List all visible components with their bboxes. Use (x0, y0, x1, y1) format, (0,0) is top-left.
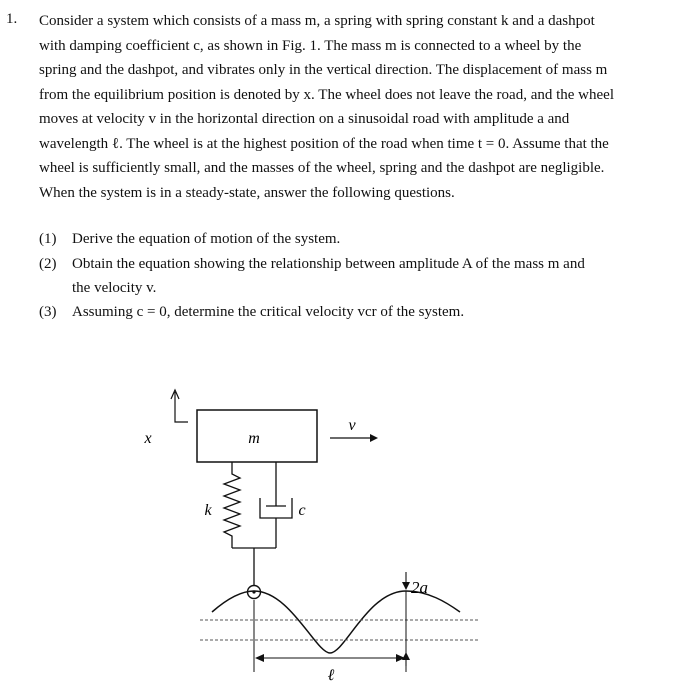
question-label: (1) (39, 231, 57, 247)
statement-line: wheel is sufficiently small, and the masses of the wheel, spring and the dashpot are negligible. (39, 160, 605, 176)
statement-line: wavelength ℓ. The wheel is at the highest position of the road when time t = 0. Assume that the (39, 135, 609, 152)
statement-line: spring and the dashpot, and vibrates only in the vertical direction. The displacement of mass m (39, 62, 608, 78)
question-3 (39, 300, 464, 324)
question-line: the velocity v. (72, 280, 157, 296)
question-2 (39, 252, 656, 300)
spring (224, 462, 240, 548)
displacement-label: x (144, 430, 152, 447)
statement-line: from the equilibrium position is denoted by x. The wheel does not leave the road, and the wheel (39, 86, 614, 103)
question-text: Assuming c = 0, determine the critical velocity vcr of the system. (72, 304, 465, 320)
mass-block (197, 410, 317, 462)
question-1 (39, 227, 340, 251)
spring-label: k (204, 502, 212, 519)
mass-label: m (248, 430, 260, 447)
question-text (72, 252, 656, 300)
wheel (248, 586, 261, 599)
statement-line: Consider a system which consists of a mass m, a spring with spring constant k and a dashpot (39, 13, 595, 29)
velocity-label: v (348, 417, 356, 434)
question-label: (2) (39, 256, 57, 272)
sinusoidal-road (212, 591, 460, 653)
dashpot (260, 462, 292, 548)
damper-label: c (298, 502, 306, 519)
question-text: Derive the equation of motion of the system. (72, 231, 341, 247)
displacement-arrow (175, 392, 188, 422)
amplitude-label: 2a (411, 578, 428, 597)
statement-line: moves at velocity v in the horizontal direction on a sinusoidal road with amplitude a and (39, 111, 570, 127)
wavelength-label: ℓ (327, 667, 335, 684)
statement-line: When the system is in a steady-state, answer the following questions. (39, 184, 455, 201)
problem-statement (39, 9, 656, 205)
problem-number: 1. (6, 11, 18, 27)
statement-line: with damping coefficient c, as shown in Fig. 1. The mass m is connected to a wheel by the (39, 37, 582, 54)
question-line: Obtain the equation showing the relationship between amplitude A of the mass m and (72, 256, 585, 272)
reference-lines (200, 620, 480, 640)
question-label: (3) (39, 304, 57, 320)
